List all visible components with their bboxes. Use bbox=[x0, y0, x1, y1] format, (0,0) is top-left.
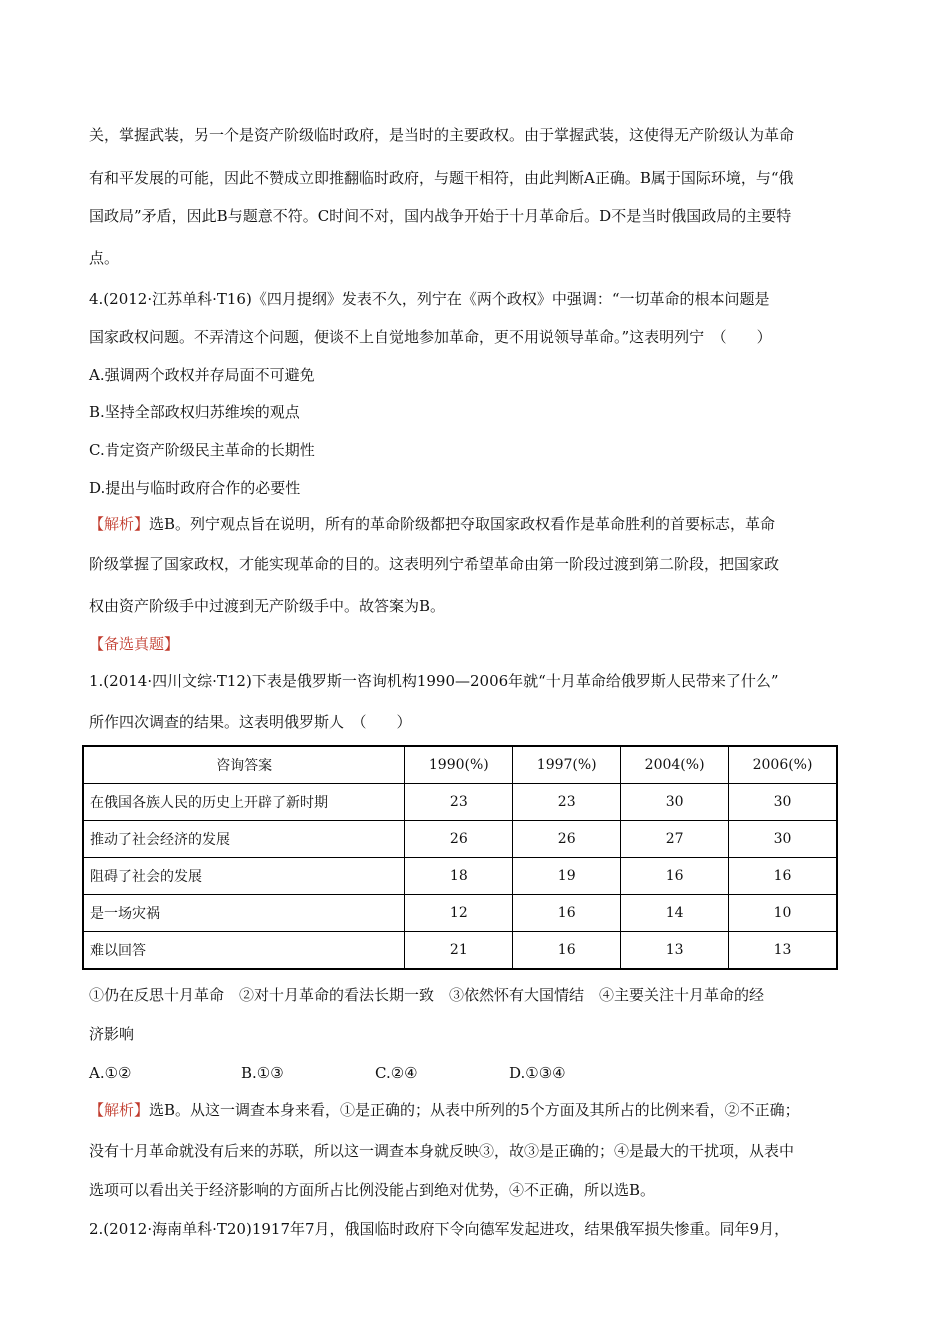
q4-stem-line: 国家政权问题。不弄清这个问题，便谈不上自觉地参加革命，更不用说领导革命。”这表明列宁 （ ） bbox=[89, 328, 772, 346]
q1-analysis-line bbox=[89, 1100, 800, 1120]
q4-option-b: B.坚持全部政权归苏维埃的观点 bbox=[89, 403, 300, 421]
table-cell: 难以回答 bbox=[83, 932, 405, 970]
table-row bbox=[83, 895, 837, 932]
table-cell: 14 bbox=[621, 895, 729, 932]
q1-stem-line: 所作四次调查的结果。这表明俄罗斯人 （ ） bbox=[89, 713, 412, 731]
q1-option-b: B.①③ bbox=[241, 1064, 284, 1082]
table-header-cell: 2006(%) bbox=[729, 746, 837, 784]
q1-option-a: A.①② bbox=[89, 1064, 132, 1082]
q4-analysis-line: 阶级掌握了国家政权，才能实现革命的目的。这表明列宁希望革命由第一阶段过渡到第二阶段，把国家政 bbox=[89, 555, 780, 573]
table-header-row bbox=[83, 746, 837, 784]
table-cell: 16 bbox=[513, 895, 621, 932]
table-cell: 30 bbox=[729, 784, 837, 821]
table-cell: 是一场灾祸 bbox=[83, 895, 405, 932]
table-cell: 30 bbox=[621, 784, 729, 821]
table-cell: 12 bbox=[405, 895, 513, 932]
table-cell: 16 bbox=[729, 858, 837, 895]
q4-analysis-text: 选B。列宁观点旨在说明，所有的革命阶级都把夺取国家政权看作是革命胜利的首要标志，革命 bbox=[149, 515, 776, 533]
table-cell: 23 bbox=[405, 784, 513, 821]
q1-analysis-line: 没有十月革命就没有后来的苏联，所以这一调查本身就反映③，故③是正确的；④是最大的干扰项，从表中 bbox=[89, 1142, 795, 1160]
q4-option-a: A.强调两个政权并存局面不可避免 bbox=[89, 366, 315, 384]
q4-stem-line: 4.(2012·江苏单科·T16)《四月提纲》发表不久，列宁在《两个政权》中强调：“一切革命的根本问题是 bbox=[89, 290, 770, 308]
q1-statements-line: 济影响 bbox=[89, 1025, 135, 1043]
q4-analysis-line bbox=[89, 514, 775, 534]
table-cell: 阻碍了社会的发展 bbox=[83, 858, 405, 895]
table-cell: 13 bbox=[729, 932, 837, 970]
prev-analysis-line: 关，掌握武装，另一个是资产阶级临时政府，是当时的主要政权。由于掌握武装，这使得无产阶级认为革命 bbox=[89, 126, 795, 144]
q4-option-c: C.肯定资产阶级民主革命的长期性 bbox=[89, 441, 315, 459]
table-header-cell: 1990(%) bbox=[405, 746, 513, 784]
table-header-cell: 2004(%) bbox=[621, 746, 729, 784]
prev-analysis-line: 国政局”矛盾，因此B与题意不符。C时间不对，国内战争开始于十月革命后。D不是当时俄国政局的主要特 bbox=[89, 207, 792, 225]
prev-analysis-line: 点。 bbox=[89, 249, 120, 267]
table-cell: 13 bbox=[621, 932, 729, 970]
analysis-tag: 【解析】 bbox=[89, 1101, 150, 1119]
table-cell: 26 bbox=[513, 821, 621, 858]
table-cell: 10 bbox=[729, 895, 837, 932]
table-cell: 19 bbox=[513, 858, 621, 895]
analysis-tag: 【解析】 bbox=[89, 515, 150, 533]
table-cell: 30 bbox=[729, 821, 837, 858]
q2-stem-line: 2.(2012·海南单科·T20)1917年7月，俄国临时政府下令向德军发起进攻，结果俄军损失惨重。同年9月， bbox=[89, 1220, 790, 1238]
table-cell: 18 bbox=[405, 858, 513, 895]
table-cell: 16 bbox=[621, 858, 729, 895]
q4-analysis-line: 权由资产阶级手中过渡到无产阶级手中。故答案为B。 bbox=[89, 597, 446, 615]
q1-options bbox=[89, 1063, 566, 1083]
q1-statements-line: ①仍在反思十月革命 ②对十月革命的看法长期一致 ③依然怀有大国情结 ④主要关注十月革命的经 bbox=[89, 986, 765, 1004]
q4-option-d: D.提出与临时政府合作的必要性 bbox=[89, 479, 301, 497]
table-cell: 在俄国各族人民的历史上开辟了新时期 bbox=[83, 784, 405, 821]
table-row bbox=[83, 858, 837, 895]
q1-option-d: D.①③④ bbox=[509, 1064, 566, 1082]
table-cell: 16 bbox=[513, 932, 621, 970]
table-header-cell: 1997(%) bbox=[513, 746, 621, 784]
table-cell: 21 bbox=[405, 932, 513, 970]
table-cell: 26 bbox=[405, 821, 513, 858]
table-cell: 23 bbox=[513, 784, 621, 821]
section-title: 【备选真题】 bbox=[89, 635, 180, 653]
survey-table bbox=[82, 745, 838, 970]
q1-analysis-text: 选B。从这一调查本身来看，①是正确的；从表中所列的5个方面及其所占的比例来看，②不正确； bbox=[149, 1101, 800, 1119]
table-cell: 27 bbox=[621, 821, 729, 858]
prev-analysis-line: 有和平发展的可能，因此不赞成立即推翻临时政府，与题干相符，由此判断A正确。B属于国际环境，与“俄 bbox=[89, 169, 794, 187]
q1-analysis-line: 选项可以看出关于经济影响的方面所占比例没能占到绝对优势，④不正确，所以选B。 bbox=[89, 1181, 656, 1199]
table-row bbox=[83, 784, 837, 821]
table-row bbox=[83, 932, 837, 970]
table-row bbox=[83, 821, 837, 858]
table-cell: 推动了社会经济的发展 bbox=[83, 821, 405, 858]
q1-option-c: C.②④ bbox=[375, 1064, 418, 1082]
q1-stem-line: 1.(2014·四川文综·T12)下表是俄罗斯一咨询机构1990—2006年就“十月革命给俄罗斯人民带来了什么” bbox=[89, 672, 779, 690]
table-header-cell: 咨询答案 bbox=[83, 746, 405, 784]
